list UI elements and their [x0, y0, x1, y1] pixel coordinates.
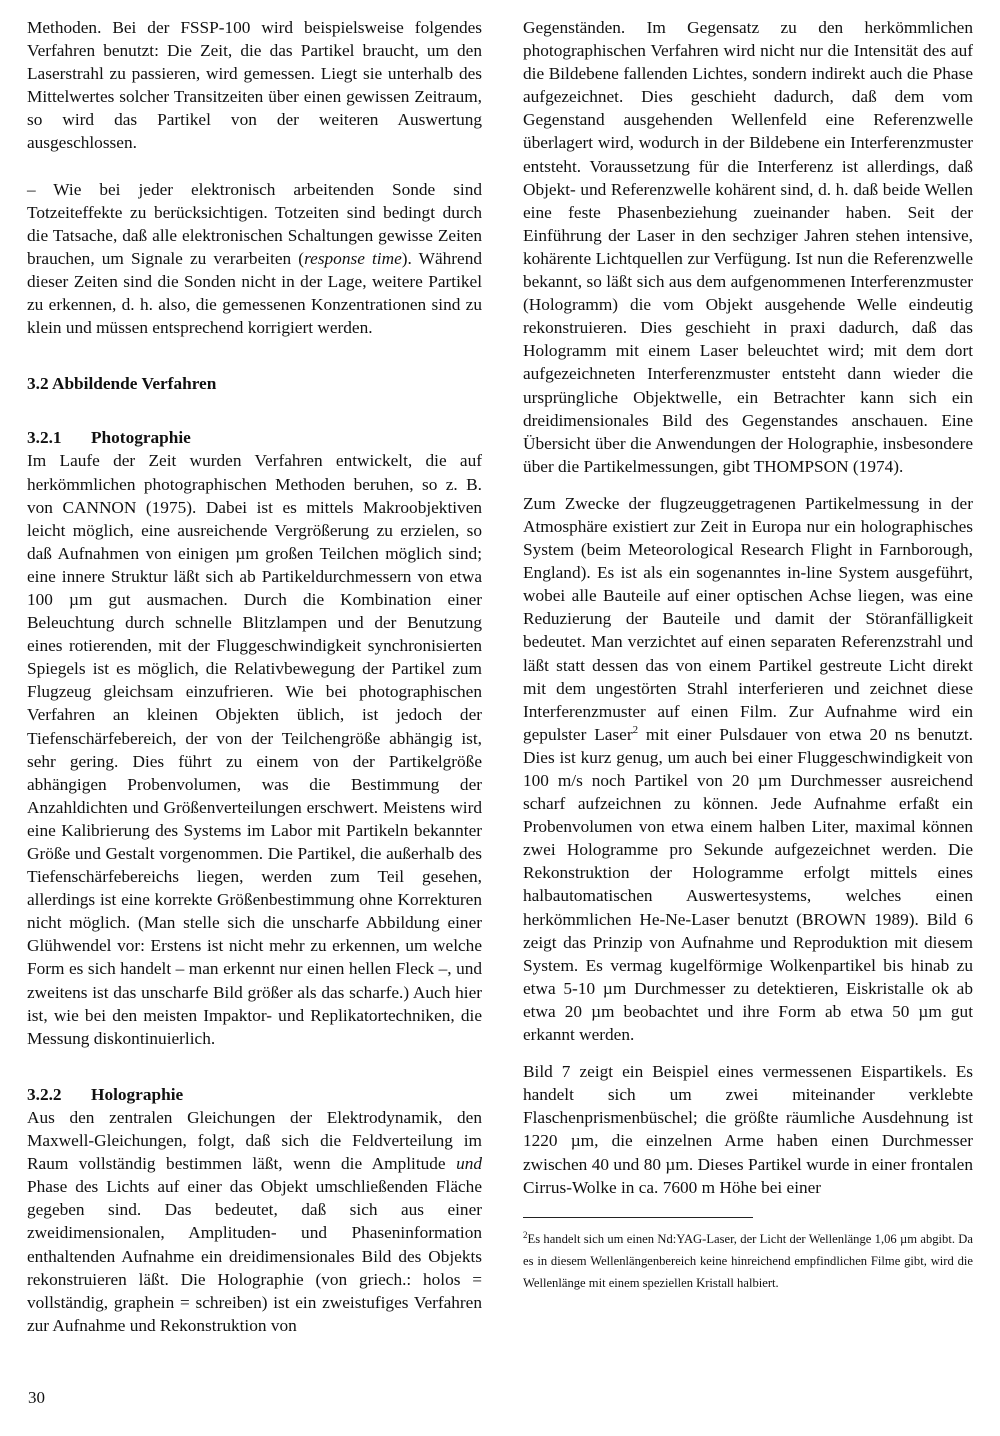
footnote-reference: 2 — [632, 724, 639, 737]
paragraph-holography-principle: Gegenständen. Im Gegensatz zu den herkömmlichen photographischen Verfahren wird nicht nur die Intensität des auf die Bildebene fallenden Lichtes, sondern indirekt auch die Phase aufgezeichnet. Dies geschieht dadurch, daß dem vom Gegenstand ausgehenden Wellenfeld eine Referenzwelle überlagert wird, wodurch in der Bildebene ein Interferenzmuster entsteht. Voraussetzung für die Interferenz ist allerdings, daß Objekt- und Referenzwelle kohärent sind, d. h. daß beide Wellen eine feste Phasenbeziehung zueinander haben. Seit der Einführung der Laser in den sechziger Jahren stehen intensive, kohärente Lichtquellen zur Verfügung. Ist nun die Referenzwelle bekannt, so läßt sich aus dem aufgenommenen Interferenzmuster (Hologramm) die vom Objekt ausgehende Welle eindeutig rekonstruieren. Dies geschieht in praxi dadurch, daß das Hologramm mit einem Laser beleuchtet wird; mit dem dort aufgezeichneten Interferenzmuster entsteht dann wieder die ursprüngliche Objektwelle, ein Betrachter kann sich ein dreidimensionales Bild des Gegenstandes anschauen. Eine Übersicht über die Anwendungen der Holographie, insbesondere über die Partikelmessungen, gibt THOMPSON (1974). — [523, 18, 973, 476]
page-number: 30 — [28, 1388, 45, 1407]
paragraph-fssp-method: Methoden. Bei der FSSP-100 wird beispielsweise folgendes Verfahren benutzt: Die Zeit, die das Partikel braucht, um den Laserstrahl zu passieren, wird gemessen. Liegt sie unterhalb des Mittelwertes solcher Transitzeiten über einen gewissen Zeitraum, so wird das Partikel von der weiteren Auswertung ausgeschlossen. — [27, 18, 482, 153]
left-column — [27, 16, 482, 1337]
section-heading-abbildende-verfahren: 3.2 Abbildende Verfahren — [27, 374, 217, 394]
right-column — [523, 16, 973, 1294]
footnote: $^2$Es handelt sich um einen Nd:YAG-Laser, der Licht der Wellenlänge 1,06 µm abgibt. Da es in diesem Wellenlängenbereich keine hinreichend empfindlichen Filme gibt, wird die Wellenlänge mit einem speziellen Kristall halbiert. — [523, 1229, 973, 1290]
subsection-heading-photographie: 3.2.1 Photographie — [27, 428, 191, 448]
paragraph-ice-particle-example: Bild 7 zeigt ein Beispiel eines vermessenen Eispartikels. Es handelt sich um zwei miteinander verklebte Flaschenprismenbüschel; die größte räumliche Ausdehnung ist 1220 µm, die einzelnen Arme haben einen Durchmesser zwischen 40 und 80 µm. Dieses Partikel wurde in einer frontalen Cirrus-Wolke in ca. 7600 m Höhe bei einer — [523, 1062, 973, 1197]
subsection-heading-holographie: 3.2.2 Holographie — [27, 1084, 184, 1104]
paragraph-dead-time: – Wie bei jeder elektronisch arbeitenden Sonde sind Totzeiteffekte zu berücksichtigen. Totzeiten sind bedingt durch die Tatsache, daß alle elektronischen Schaltungen gewisse Zeiten brauchen, um Signale zu verarbeiten (response time). Während dieser Zeiten sind die Sonden nicht in der Lage, weitere Partikel zu erkennen, d. h. also, die gemessenen Konzentrationen sind zu klein und müssen entsprechend korrigiert werden. — [27, 179, 482, 338]
paragraph-photographie: Im Laufe der Zeit wurden Verfahren entwickelt, die auf herkömmlichen photographischen Methoden beruhen, so z. B. von CANNON (1975). Dabei ist es mittels Makroobjektiven leicht möglich, eine ausreichende Vergrößerung zu erzielen, so daß Aufnahmen von einigen µm großen Teilchen möglich sind; eine innere Struktur läßt sich ab Partikeldurchmessern von etwa 100 µm gut ausmachen. Durch die Kombination einer Beleuchtung durch schnelle Blitzlampen und der Benutzung eines rotierenden, mit der Fluggeschwindigkeit synchronisierten Spiegels ist es möglich, die Relativbewegung der Partikel zum Flugzeug gleichsam einzufrieren. Wie bei photographischen Verfahren an kleinen Objekten üblich, ist jedoch der Tiefenschärfebereich, der von der Teilchengröße abhängig ist, sehr gering. Dies führt zu einem von der Partikelgröße abhängigen Probenvolumen, was die Bestimmung der Anzahldichten und Größenverteilungen erschwert. Meistens wird eine Kalibrierung des Systems im Labor mit Partikeln bekannter Größe und Gestalt vorgenommen. Die Partikel, die außerhalb des Tiefenschärfebereichs liegen, werden zum Teil gesehen, allerdings ist eine korrekte Größenbestimmung ohne Korrekturen nicht möglich. (Man stelle sich die unscharfe Abbildung einer Glühwendel vor: Erstens ist nicht mehr zu erkennen, um welche Form es sich handelt – man erkennt nur einen hellen Fleck –, und zweitens ist das unscharfe Bild größer als das scharfe.) Auch hier ist, wie bei den meisten Impaktor- und Replikatortechniken, die Messung diskontinuierlich. — [27, 451, 482, 1048]
paragraph-airborne-system: Zum Zwecke der flugzeuggetragenen Partikelmessung in der Atmosphäre existiert zur Zeit in Europa nur ein holographisches System (beim Meteorological Research Flight in Farnborough, England). Es ist als ein sogenanntes in-line System ausgeführt, wobei alle Bauteile auf einer optischen Achse liegen, was eine Reduzierung der Bauteile und damit der Störanfälligkeit bedeutet. Man verzichtet auf einen separaten Referenzstrahl und läßt statt dessen das von einem Partikel gestreute Licht direkt mit dem ungestörten Strahl interferieren und zeichnet diese Interferenzmuster auf einen Film. Zur Aufnahme wird ein gepulster Laser$^2$ mit einer Pulsdauer von etwa 20 ns benutzt. Dies ist kurz genug, um auch bei einer Fluggeschwindigkeit von 100 m/s noch Partikel von 20 µm Durchmesser ausreichend scharf aufzeichnen zu können. Jede Aufnahme erfaßt ein Probenvolumen von etwa einem halben Liter, maximal können zwei Hologramme pro Sekunde aufgezeichnet werden. Die Rekonstruktion der Hologramme erfolgt mittels eines halbautomatischen Auswertesystems, welches einen herkömmlichen He-Ne-Laser benutzt (BROWN 1989). Bild 6 zeigt das Prinzip von Aufnahme und Reproduktion mit diesem System. Es vermag kugelförmige Wolkenpartikel bis hinab zu etwa 5-10 µm Durchmesser zu detektieren, Eiskristalle ok ab etwa 20 µm beobachtet und ihre Form ab etwa 50 µm gut erkannt werden. — [523, 493, 973, 1045]
paragraph-holographie: Aus den zentralen Gleichungen der Elektrodynamik, den Maxwell-Gleichungen, folgt, daß sich die Feldverteilung im Raum vollständig bestimmen läßt, wenn die Amplitude und Phase des Lichts auf einer das Objekt umschließenden Fläche gegeben sind. Das bedeutet, daß sich aus einer zweidimensionalen, Amplituden- und Phaseninformation enthaltenden Aufnahme ein dreidimensionales Bild des Objekts rekonstruieren läßt. Die Holographie (von griech.: holos = vollständig, graphein = schreiben) ist ein zweistufiges Verfahren zur Aufnahme und Rekonstruktion von — [27, 1107, 482, 1335]
footnote-divider — [523, 1217, 753, 1218]
